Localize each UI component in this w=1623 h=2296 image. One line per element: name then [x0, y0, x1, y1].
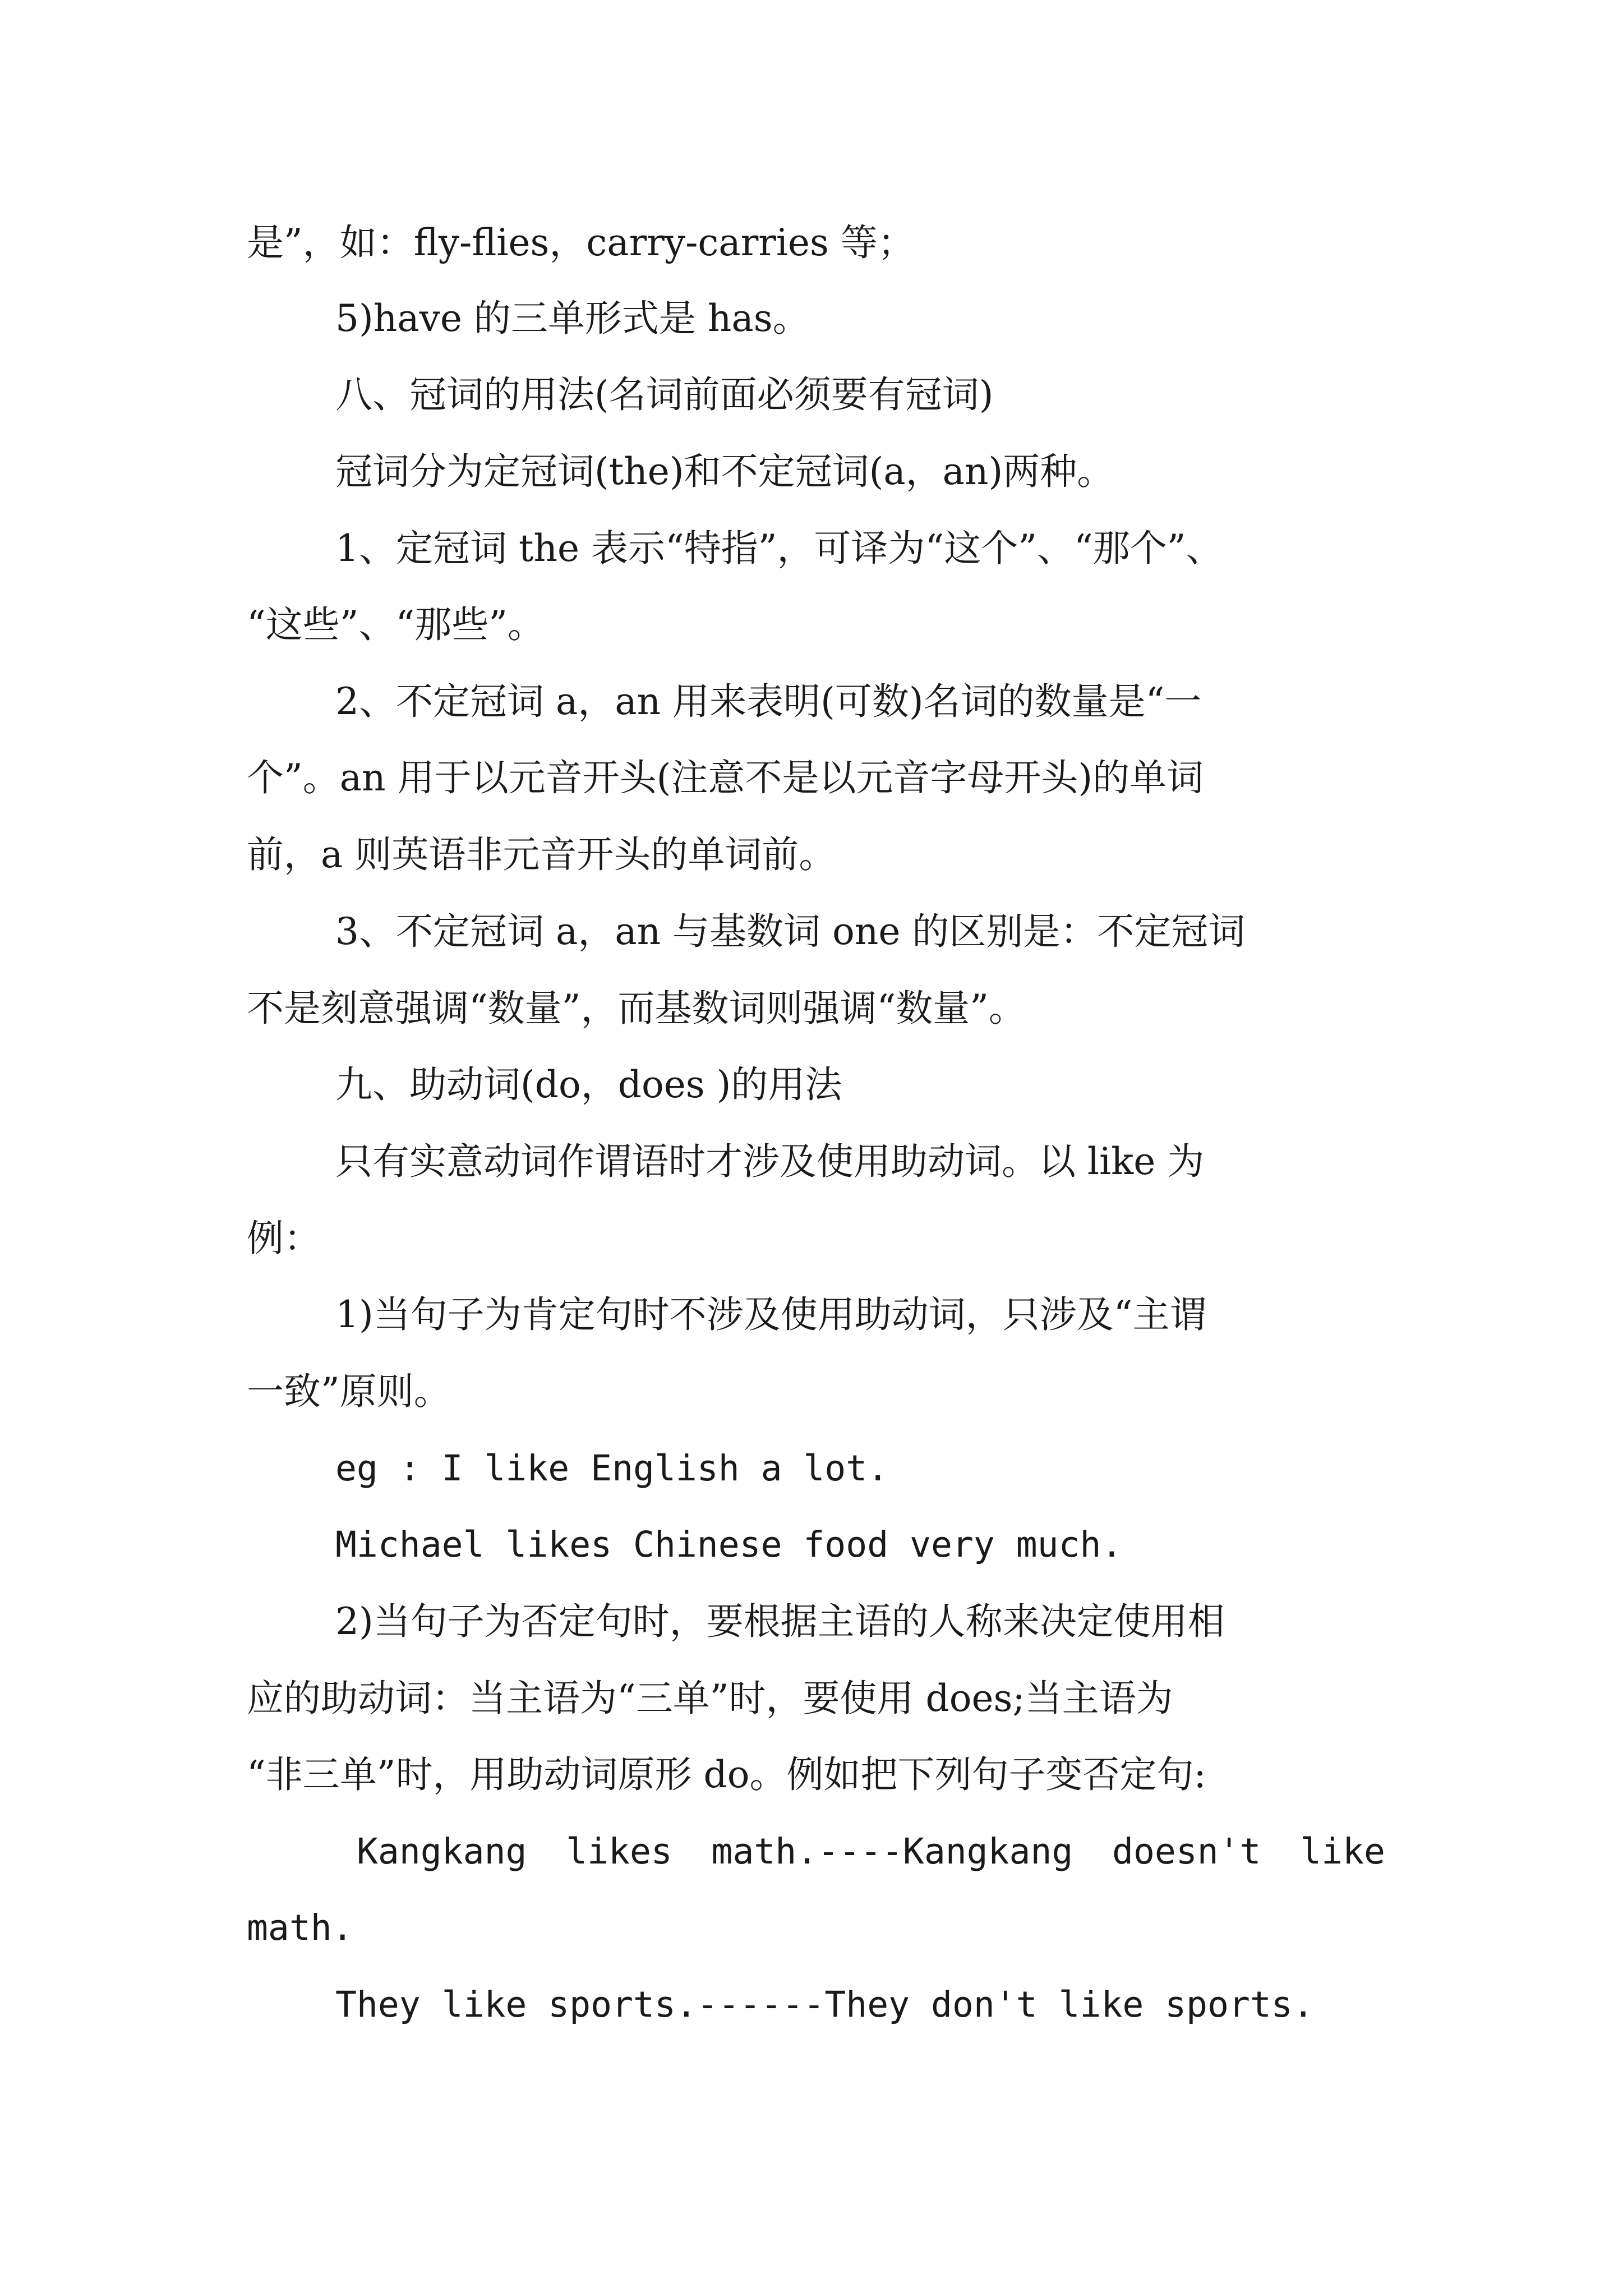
section-heading: 八、冠词的用法(名词前面必须要有冠词)	[335, 373, 994, 416]
text-line: 个”。an 用于以元音开头(注意不是以元音字母开头)的单词	[247, 756, 1204, 799]
text-line: 应的助动词：当主语为“三单”时，要使用 does;当主语为	[247, 1677, 1173, 1720]
text-line: “非三单”时，用助动词原形 do。例如把下列句子变否定句:	[247, 1753, 1206, 1796]
text-line: “这些”、“那些”。	[247, 603, 545, 646]
example-sentence: eg : I like English a lot.	[335, 1448, 889, 1489]
text-line: 1、定冠词 the 表示“特指”，可译为“这个”、“那个”、	[335, 527, 1223, 570]
text-line: 不是刻意强调“数量”，而基数词则强调“数量”。	[247, 987, 1026, 1030]
text-line: 5)have 的三单形式是 has。	[335, 297, 810, 340]
text-line: 2)当句子为否定句时，要根据主语的人称来决定使用相	[335, 1600, 1225, 1643]
text-line: 是”，如：fly-flies，carry-carries 等；	[247, 221, 915, 264]
example-sentence: Kangkang likes math.----Kangkang doesn't like	[357, 1831, 1385, 1872]
text-line: 前，a 则英语非元音开头的单词前。	[247, 833, 836, 876]
example-sentence: math.	[247, 1907, 353, 1948]
example-sentence: Michael likes Chinese food very much.	[335, 1524, 1123, 1565]
text-line: 冠词分为定冠词(the)和不定冠词(a，an)两种。	[335, 450, 1114, 493]
text-line: 1)当句子为肯定句时不涉及使用助动词，只涉及“主谓	[335, 1293, 1207, 1336]
section-heading: 九、助动词(do，does )的用法	[335, 1063, 842, 1106]
example-sentence: They like sports.------They don't like sports.	[335, 1984, 1314, 2025]
text-line: 3、不定冠词 a，an 与基数词 one 的区别是：不定冠词	[335, 910, 1246, 953]
text-line: 只有实意动词作谓语时才涉及使用助动词。以 like 为	[335, 1140, 1205, 1183]
text-line: 2、不定冠词 a，an 用来表明(可数)名词的数量是“一	[335, 680, 1202, 723]
text-line: 例：	[247, 1217, 321, 1260]
text-line: 一致”原则。	[247, 1370, 451, 1413]
